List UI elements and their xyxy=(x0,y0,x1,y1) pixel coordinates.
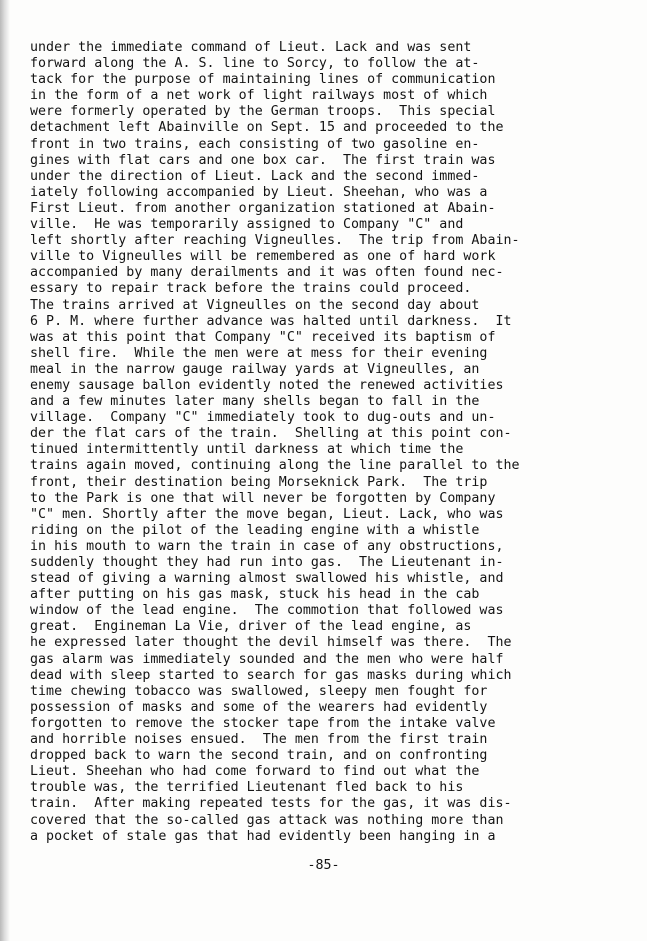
text-line: village. Company "C" immediately took to dug-outs and un- xyxy=(30,410,496,426)
text-line: stead of giving a warning almost swallowed his whistle, and xyxy=(30,571,504,587)
scan-edge-shadow xyxy=(0,0,10,941)
body-text xyxy=(30,40,635,845)
text-line: riding on the pilot of the leading engine with a whistle xyxy=(30,522,480,538)
text-line: front in two trains, each consisting of two gasoline en- xyxy=(30,136,480,152)
text-line: window of the lead engine. The commotion that followed was xyxy=(30,603,504,619)
text-line: were formerly operated by the German troops. This special xyxy=(30,104,496,120)
text-line: front, their destination being Morseknick Park. The trip xyxy=(30,474,488,490)
text-line: meal in the narrow gauge railway yards at Vigneulles, an xyxy=(30,361,480,377)
text-line: gines with flat cars and one box car. The first train was xyxy=(30,152,496,168)
text-line: dropped back to warn the second train, and on confronting xyxy=(30,748,488,764)
text-line: possession of masks and some of the wearers had evidently xyxy=(30,699,488,715)
text-line: great. Engineman La Vie, driver of the lead engine, as xyxy=(30,619,472,635)
text-line: after putting on his gas mask, stuck his head in the cab xyxy=(30,587,480,603)
text-line: tack for the purpose of maintaining lines of communication xyxy=(30,72,496,88)
text-line: essary to repair track before the trains could proceed. xyxy=(30,281,472,297)
page-number: -85- xyxy=(307,858,340,873)
text-line: 6 P. M. where further advance was halted until darkness. It xyxy=(30,313,512,329)
text-line: suddenly thought they had run into gas. The Lieutenant in- xyxy=(30,555,504,570)
text-line: time chewing tobacco was swallowed, sleepy men fought for xyxy=(30,683,488,699)
text-line: First Lieut. from another organization stationed at Abain- xyxy=(30,200,496,216)
text-line: left shortly after reaching Vigneulles. The trip from Abain- xyxy=(30,233,520,249)
text-line: shell fire. While the men were at mess for their evening xyxy=(30,345,488,361)
text-line: and a few minutes later many shells began to fall in the xyxy=(30,394,480,410)
text-line: a pocket of stale gas that had evidently been hanging in a xyxy=(30,828,496,844)
text-line: forward along the A. S. line to Sorcy, to follow the at- xyxy=(30,56,480,72)
text-line: train. After making repeated tests for the gas, it was dis- xyxy=(30,796,512,812)
text-line: The trains arrived at Vigneulles on the second day about xyxy=(30,297,480,313)
text-line: detachment left Abainville on Sept. 15 and proceeded to the xyxy=(30,120,504,136)
text-line: to the Park is one that will never be forgotten by Company xyxy=(30,490,496,506)
text-line: trains again moved, continuing along the line parallel to the xyxy=(30,458,520,474)
text-line: he expressed later thought the devil himself was there. The xyxy=(30,635,512,651)
text-line: iately following accompanied by Lieut. Sheehan, who was a xyxy=(30,184,488,200)
text-line: covered that the so-called gas attack was nothing more than xyxy=(30,812,504,828)
text-line: enemy sausage ballon evidently noted the renewed activities xyxy=(30,377,504,393)
text-line: "C" men. Shortly after the move began, Lieut. Lack, who was xyxy=(30,506,504,522)
text-line: in his mouth to warn the train in case of any obstructions, xyxy=(30,538,504,554)
text-line: tinued intermittently until darkness at which time the xyxy=(30,442,464,458)
text-line: dead with sleep started to search for gas masks during which xyxy=(30,667,512,683)
text-line: under the direction of Lieut. Lack and the second immed- xyxy=(30,168,480,184)
text-line: ville to Vigneulles will be remembered as one of hard work xyxy=(30,249,496,265)
text-line: ville. He was temporarily assigned to Company "C" and xyxy=(30,217,464,233)
text-line: accompanied by many derailments and it was often found nec- xyxy=(30,265,504,281)
text-line: gas alarm was immediately sounded and the men who were half xyxy=(30,651,504,667)
text-line: forgotten to remove the stocker tape from the intake valve xyxy=(30,715,496,731)
text-line: was at this point that Company "C" received its baptism of xyxy=(30,329,496,345)
text-line: trouble was, the terrified Lieutenant fled back to his xyxy=(30,780,464,796)
text-line: Lieut. Sheehan who had come forward to find out what the xyxy=(30,764,480,780)
text-line: der the flat cars of the train. Shelling at this point con- xyxy=(30,426,512,442)
text-line: and horrible noises ensued. The men from the first train xyxy=(30,732,488,748)
text-line: under the immediate command of Lieut. Lack and was sent xyxy=(30,40,472,55)
text-line: in the form of a net work of light railways most of which xyxy=(30,88,488,104)
